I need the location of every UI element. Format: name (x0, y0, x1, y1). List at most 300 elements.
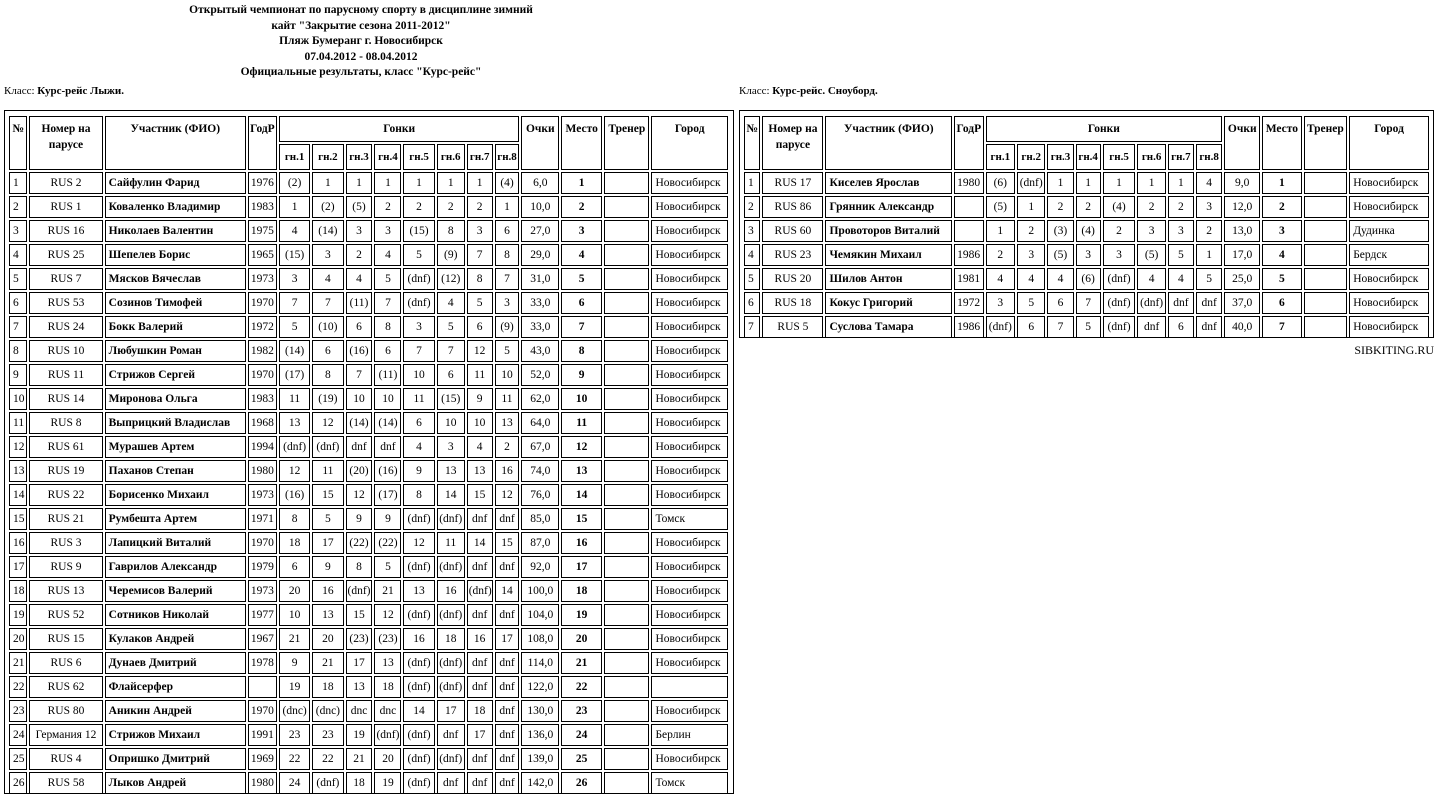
coach-cell (604, 412, 649, 434)
race-7-cell: 6 (467, 316, 493, 338)
race-2-cell: 21 (312, 652, 343, 674)
col-header-name: Участник (ФИО) (105, 116, 246, 170)
race-8-cell: 5 (1196, 268, 1222, 290)
place-cell: 1 (1262, 172, 1301, 194)
sail-number-cell: RUS 22 (29, 484, 102, 506)
race-5-cell: 1 (1103, 172, 1136, 194)
sail-number-cell: RUS 14 (29, 388, 102, 410)
coach-cell (1304, 172, 1348, 194)
table-row (9, 412, 728, 434)
birth-year-cell: 1976 (248, 172, 277, 194)
table-row (9, 724, 728, 746)
race-2-cell: 22 (312, 748, 343, 770)
birth-year-cell: 1972 (248, 316, 277, 338)
participant-name-cell: Паханов Степан (105, 460, 246, 482)
city-cell: Берлин (651, 724, 728, 746)
race-8-cell: dnf (495, 724, 520, 746)
sail-number-cell: RUS 5 (762, 316, 823, 338)
birth-year-cell: 1979 (248, 556, 277, 578)
header-line-venue: Пляж Бумеранг г. Новосибирск (279, 35, 443, 47)
table-row (9, 604, 728, 626)
race-7-cell: dnf (467, 676, 493, 698)
race-8-cell: dnf (495, 604, 520, 626)
race-1-cell: 8 (279, 508, 310, 530)
row-number-cell: 17 (9, 556, 27, 578)
coach-cell (1304, 316, 1348, 338)
race-8-cell: 14 (495, 580, 520, 602)
col-header-city: Город (1349, 116, 1429, 170)
sail-number-cell: RUS 62 (29, 676, 102, 698)
birth-year-cell: 1982 (248, 340, 277, 362)
table-row (744, 196, 1429, 218)
col-header-year: ГодР (954, 116, 983, 170)
city-cell: Новосибирск (651, 436, 728, 458)
race-3-cell: 15 (346, 604, 373, 626)
row-number-cell: 5 (9, 268, 27, 290)
row-number-cell: 14 (9, 484, 27, 506)
coach-cell (604, 388, 649, 410)
race-2-cell: 11 (312, 460, 343, 482)
race-1-cell: 3 (279, 268, 310, 290)
coach-cell (604, 772, 649, 794)
coach-cell (604, 604, 649, 626)
participant-name-cell: Суслова Тамара (825, 316, 952, 338)
race-6-cell: (dnf) (1137, 292, 1165, 314)
participant-name-cell: Киселев Ярослав (825, 172, 952, 194)
coach-cell (604, 556, 649, 578)
race-5-cell: (dnf) (403, 772, 434, 794)
race-8-cell: 11 (495, 388, 520, 410)
coach-cell (604, 172, 649, 194)
race-6-cell: (dnf) (437, 748, 465, 770)
city-cell: Новосибирск (651, 244, 728, 266)
table-row (9, 652, 728, 674)
participant-name-cell: Гаврилов Александр (105, 556, 246, 578)
race-5-cell: 6 (403, 412, 434, 434)
col-header-coach: Тренер (1304, 116, 1348, 170)
race-2-cell: 5 (312, 508, 343, 530)
race-1-cell: 1 (986, 220, 1015, 242)
table-row (744, 268, 1429, 290)
city-cell: Новосибирск (651, 340, 728, 362)
race-1-cell: (16) (279, 484, 310, 506)
race-2-cell: 3 (312, 244, 343, 266)
sail-number-cell: RUS 53 (29, 292, 102, 314)
race-8-cell: dnf (495, 508, 520, 530)
city-cell: Новосибирск (651, 604, 728, 626)
col-header-points: Очки (521, 116, 559, 170)
row-number-cell: 6 (744, 292, 760, 314)
race-8-cell: dnf (495, 700, 520, 722)
sail-number-cell: RUS 23 (762, 244, 823, 266)
birth-year-cell: 1970 (248, 700, 277, 722)
points-cell: 13,0 (1224, 220, 1260, 242)
col-header-race-8: гн.8 (1196, 144, 1222, 170)
race-7-cell: (dnf) (467, 580, 493, 602)
race-1-cell: 24 (279, 772, 310, 794)
race-3-cell: 19 (346, 724, 373, 746)
race-3-cell: (23) (346, 628, 373, 650)
points-cell: 40,0 (1224, 316, 1260, 338)
race-2-cell: (10) (312, 316, 343, 338)
place-cell: 19 (561, 604, 602, 626)
col-header-race-5: гн.5 (403, 144, 434, 170)
col-header-race-4: гн.4 (374, 144, 401, 170)
points-cell: 108,0 (521, 628, 559, 650)
place-cell: 5 (1262, 268, 1301, 290)
race-8-cell: 2 (1196, 220, 1222, 242)
col-header-year: ГодР (248, 116, 277, 170)
race-6-cell: 4 (437, 292, 465, 314)
coach-cell (604, 460, 649, 482)
col-header-name: Участник (ФИО) (825, 116, 952, 170)
race-8-cell: dnf (495, 748, 520, 770)
col-header-race-4: гн.4 (1076, 144, 1101, 170)
header-line-results: Официальные результаты, класс "Курс-рейс" (240, 66, 482, 78)
coach-cell (604, 268, 649, 290)
race-4-cell: 21 (374, 580, 401, 602)
points-cell: 74,0 (521, 460, 559, 482)
sail-number-cell: RUS 24 (29, 316, 102, 338)
sail-number-cell: RUS 20 (762, 268, 823, 290)
race-7-cell: 16 (467, 628, 493, 650)
race-5-cell: (dnf) (1103, 316, 1136, 338)
table-row (9, 196, 728, 218)
race-2-cell: (dnf) (312, 772, 343, 794)
race-8-cell: 13 (495, 412, 520, 434)
sail-number-cell: RUS 6 (29, 652, 102, 674)
place-cell: 14 (561, 484, 602, 506)
coach-cell (604, 628, 649, 650)
city-cell: Новосибирск (651, 652, 728, 674)
race-4-cell: 9 (374, 508, 401, 530)
race-8-cell: 1 (1196, 244, 1222, 266)
race-8-cell: dnf (1196, 292, 1222, 314)
race-1-cell: 21 (279, 628, 310, 650)
race-4-cell: 1 (374, 172, 401, 194)
race-6-cell: 14 (437, 484, 465, 506)
sail-number-cell: RUS 8 (29, 412, 102, 434)
race-5-cell: 16 (403, 628, 434, 650)
race-5-cell: 11 (403, 388, 434, 410)
place-cell: 4 (1262, 244, 1301, 266)
col-header-sail: Номер на парусе (29, 116, 102, 170)
coach-cell (1304, 244, 1348, 266)
city-cell: Новосибирск (651, 700, 728, 722)
ski-results-table (7, 114, 730, 796)
class-prefix: Класс: (4, 85, 38, 97)
race-4-cell: 2 (374, 196, 401, 218)
birth-year-cell: 1980 (248, 460, 277, 482)
race-1-cell: 10 (279, 604, 310, 626)
coach-cell (604, 748, 649, 770)
table-row (9, 580, 728, 602)
table-row (9, 244, 728, 266)
race-6-cell: 4 (1137, 268, 1165, 290)
race-5-cell: 4 (403, 436, 434, 458)
coach-cell (604, 652, 649, 674)
race-2-cell: 23 (312, 724, 343, 746)
race-6-cell: (12) (437, 268, 465, 290)
place-cell: 11 (561, 412, 602, 434)
race-3-cell: dnf (346, 436, 373, 458)
row-number-cell: 7 (9, 316, 27, 338)
race-3-cell: dnc (346, 700, 373, 722)
race-6-cell: 7 (437, 340, 465, 362)
race-8-cell: 10 (495, 364, 520, 386)
race-7-cell: 11 (467, 364, 493, 386)
race-2-cell: 2 (1017, 220, 1045, 242)
birth-year-cell: 1983 (248, 388, 277, 410)
row-number-cell: 7 (744, 316, 760, 338)
race-5-cell: (dnf) (1103, 292, 1136, 314)
place-cell: 21 (561, 652, 602, 674)
col-header-no: № (9, 116, 27, 170)
coach-cell (604, 220, 649, 242)
points-cell: 104,0 (521, 604, 559, 626)
participant-name-cell: Созинов Тимофей (105, 292, 246, 314)
race-8-cell: 16 (495, 460, 520, 482)
race-7-cell: 1 (1168, 172, 1194, 194)
points-cell: 17,0 (1224, 244, 1260, 266)
place-cell: 9 (561, 364, 602, 386)
place-cell: 6 (561, 292, 602, 314)
race-1-cell: (2) (279, 172, 310, 194)
place-cell: 12 (561, 436, 602, 458)
race-4-cell: 5 (374, 556, 401, 578)
header-line-dates: 07.04.2012 - 08.04.2012 (304, 50, 418, 63)
table-row (744, 292, 1429, 314)
city-cell: Новосибирск (651, 532, 728, 554)
sail-number-cell: RUS 86 (762, 196, 823, 218)
race-4-cell: 18 (374, 676, 401, 698)
points-cell: 85,0 (521, 508, 559, 530)
race-7-cell: 2 (467, 196, 493, 218)
birth-year-cell: 1973 (248, 484, 277, 506)
race-5-cell: (dnf) (403, 508, 434, 530)
race-3-cell: 6 (1047, 292, 1073, 314)
race-2-cell: 1 (312, 172, 343, 194)
race-6-cell: 10 (437, 412, 465, 434)
race-2-cell: 7 (312, 292, 343, 314)
race-3-cell: 8 (346, 556, 373, 578)
sail-number-cell: RUS 25 (29, 244, 102, 266)
col-header-race-6: гн.6 (1137, 144, 1165, 170)
race-4-cell: (11) (374, 364, 401, 386)
birth-year-cell (954, 220, 983, 242)
participant-name-cell: Флайсерфер (105, 676, 246, 698)
row-number-cell: 20 (9, 628, 27, 650)
participant-name-cell: Мясков Вячеслав (105, 268, 246, 290)
race-5-cell: (dnf) (403, 652, 434, 674)
sail-number-cell: RUS 18 (762, 292, 823, 314)
race-6-cell: 8 (437, 220, 465, 242)
race-7-cell: 7 (467, 244, 493, 266)
col-header-race-2: гн.2 (1017, 144, 1045, 170)
race-7-cell: 6 (1168, 316, 1194, 338)
race-1-cell: 1 (279, 196, 310, 218)
race-7-cell: 5 (1168, 244, 1194, 266)
race-2-cell: 13 (312, 604, 343, 626)
city-cell: Новосибирск (651, 172, 728, 194)
birth-year-cell (954, 196, 983, 218)
race-5-cell: 8 (403, 484, 434, 506)
race-3-cell: (14) (346, 412, 373, 434)
birth-year-cell: 1967 (248, 628, 277, 650)
row-number-cell: 18 (9, 580, 27, 602)
table-row (9, 388, 728, 410)
table-row (9, 292, 728, 314)
race-3-cell: 9 (346, 508, 373, 530)
sail-number-cell: RUS 61 (29, 436, 102, 458)
row-number-cell: 6 (9, 292, 27, 314)
coach-cell (604, 580, 649, 602)
race-5-cell: (dnf) (403, 604, 434, 626)
birth-year-cell: 1970 (248, 292, 277, 314)
race-8-cell: 8 (495, 244, 520, 266)
race-8-cell: 7 (495, 268, 520, 290)
row-number-cell: 24 (9, 724, 27, 746)
race-8-cell: 1 (495, 196, 520, 218)
birth-year-cell: 1983 (248, 196, 277, 218)
sail-number-cell: RUS 58 (29, 772, 102, 794)
sail-number-cell: RUS 10 (29, 340, 102, 362)
row-number-cell: 15 (9, 508, 27, 530)
race-3-cell: (11) (346, 292, 373, 314)
race-3-cell: 2 (346, 244, 373, 266)
participant-name-cell: Кулаков Андрей (105, 628, 246, 650)
place-cell: 17 (561, 556, 602, 578)
race-1-cell: 11 (279, 388, 310, 410)
participant-name-cell: Грянник Александр (825, 196, 952, 218)
race-2-cell: (dnc) (312, 700, 343, 722)
race-3-cell: 21 (346, 748, 373, 770)
race-2-cell: 18 (312, 676, 343, 698)
race-7-cell: 8 (467, 268, 493, 290)
row-number-cell: 19 (9, 604, 27, 626)
race-8-cell: 3 (1196, 196, 1222, 218)
table-row (9, 220, 728, 242)
row-number-cell: 2 (9, 196, 27, 218)
city-cell: Новосибирск (651, 364, 728, 386)
race-1-cell: 7 (279, 292, 310, 314)
place-cell: 25 (561, 748, 602, 770)
race-4-cell: 20 (374, 748, 401, 770)
race-7-cell: dnf (467, 748, 493, 770)
birth-year-cell (248, 676, 277, 698)
points-cell: 67,0 (521, 436, 559, 458)
row-number-cell: 26 (9, 772, 27, 794)
table-row (744, 316, 1429, 338)
race-3-cell: 10 (346, 388, 373, 410)
race-1-cell: (14) (279, 340, 310, 362)
race-8-cell: dnf (495, 676, 520, 698)
coach-cell (604, 244, 649, 266)
race-3-cell: (16) (346, 340, 373, 362)
city-cell: Новосибирск (651, 484, 728, 506)
race-3-cell: 6 (346, 316, 373, 338)
place-cell: 6 (1262, 292, 1301, 314)
race-5-cell: 3 (1103, 244, 1136, 266)
points-cell: 52,0 (521, 364, 559, 386)
participant-name-cell: Любушкин Роман (105, 340, 246, 362)
race-1-cell: 9 (279, 652, 310, 674)
class-label-snowboard (739, 85, 878, 97)
race-8-cell: 2 (495, 436, 520, 458)
points-cell: 29,0 (521, 244, 559, 266)
col-header-race-7: гн.7 (467, 144, 493, 170)
coach-cell (604, 316, 649, 338)
race-8-cell: dnf (1196, 316, 1222, 338)
race-6-cell: dnf (1137, 316, 1165, 338)
race-3-cell: 1 (1047, 172, 1073, 194)
race-4-cell: (4) (1076, 220, 1101, 242)
city-cell: Новосибирск (651, 628, 728, 650)
race-5-cell: (dnf) (403, 724, 434, 746)
place-cell: 4 (561, 244, 602, 266)
table-row (9, 532, 728, 554)
race-7-cell: 9 (467, 388, 493, 410)
row-number-cell: 4 (744, 244, 760, 266)
participant-name-cell: Кокус Григорий (825, 292, 952, 314)
sail-number-cell: RUS 19 (29, 460, 102, 482)
participant-name-cell: Чемякин Михаил (825, 244, 952, 266)
points-cell: 92,0 (521, 556, 559, 578)
row-number-cell: 16 (9, 532, 27, 554)
place-cell: 1 (561, 172, 602, 194)
race-7-cell: 13 (467, 460, 493, 482)
race-3-cell: 13 (346, 676, 373, 698)
row-number-cell: 3 (9, 220, 27, 242)
race-8-cell: (4) (495, 172, 520, 194)
col-header-races: Гонки (986, 116, 1223, 142)
sail-number-cell: RUS 13 (29, 580, 102, 602)
race-4-cell: 7 (1076, 292, 1101, 314)
coach-cell (604, 700, 649, 722)
birth-year-cell: 1994 (248, 436, 277, 458)
race-3-cell: 3 (346, 220, 373, 242)
race-8-cell: dnf (495, 556, 520, 578)
race-4-cell: (14) (374, 412, 401, 434)
row-number-cell: 10 (9, 388, 27, 410)
race-5-cell: 14 (403, 700, 434, 722)
row-number-cell: 12 (9, 436, 27, 458)
race-8-cell: dnf (495, 772, 520, 794)
race-5-cell: 12 (403, 532, 434, 554)
col-header-race-2: гн.2 (312, 144, 343, 170)
race-5-cell: 5 (403, 244, 434, 266)
table-row (9, 628, 728, 650)
points-cell: 64,0 (521, 412, 559, 434)
points-cell: 25,0 (1224, 268, 1260, 290)
document-header (0, 3, 722, 81)
race-3-cell: 18 (346, 772, 373, 794)
race-8-cell: dnf (495, 652, 520, 674)
race-2-cell: (dnf) (1017, 172, 1045, 194)
race-2-cell: 4 (312, 268, 343, 290)
row-number-cell: 13 (9, 460, 27, 482)
coach-cell (604, 196, 649, 218)
points-cell: 37,0 (1224, 292, 1260, 314)
points-cell: 31,0 (521, 268, 559, 290)
sail-number-cell: RUS 4 (29, 748, 102, 770)
race-4-cell: 13 (374, 652, 401, 674)
city-cell: Новосибирск (651, 196, 728, 218)
race-2-cell: 6 (312, 340, 343, 362)
sail-number-cell: RUS 9 (29, 556, 102, 578)
sail-number-cell: RUS 11 (29, 364, 102, 386)
race-5-cell: (dnf) (403, 268, 434, 290)
